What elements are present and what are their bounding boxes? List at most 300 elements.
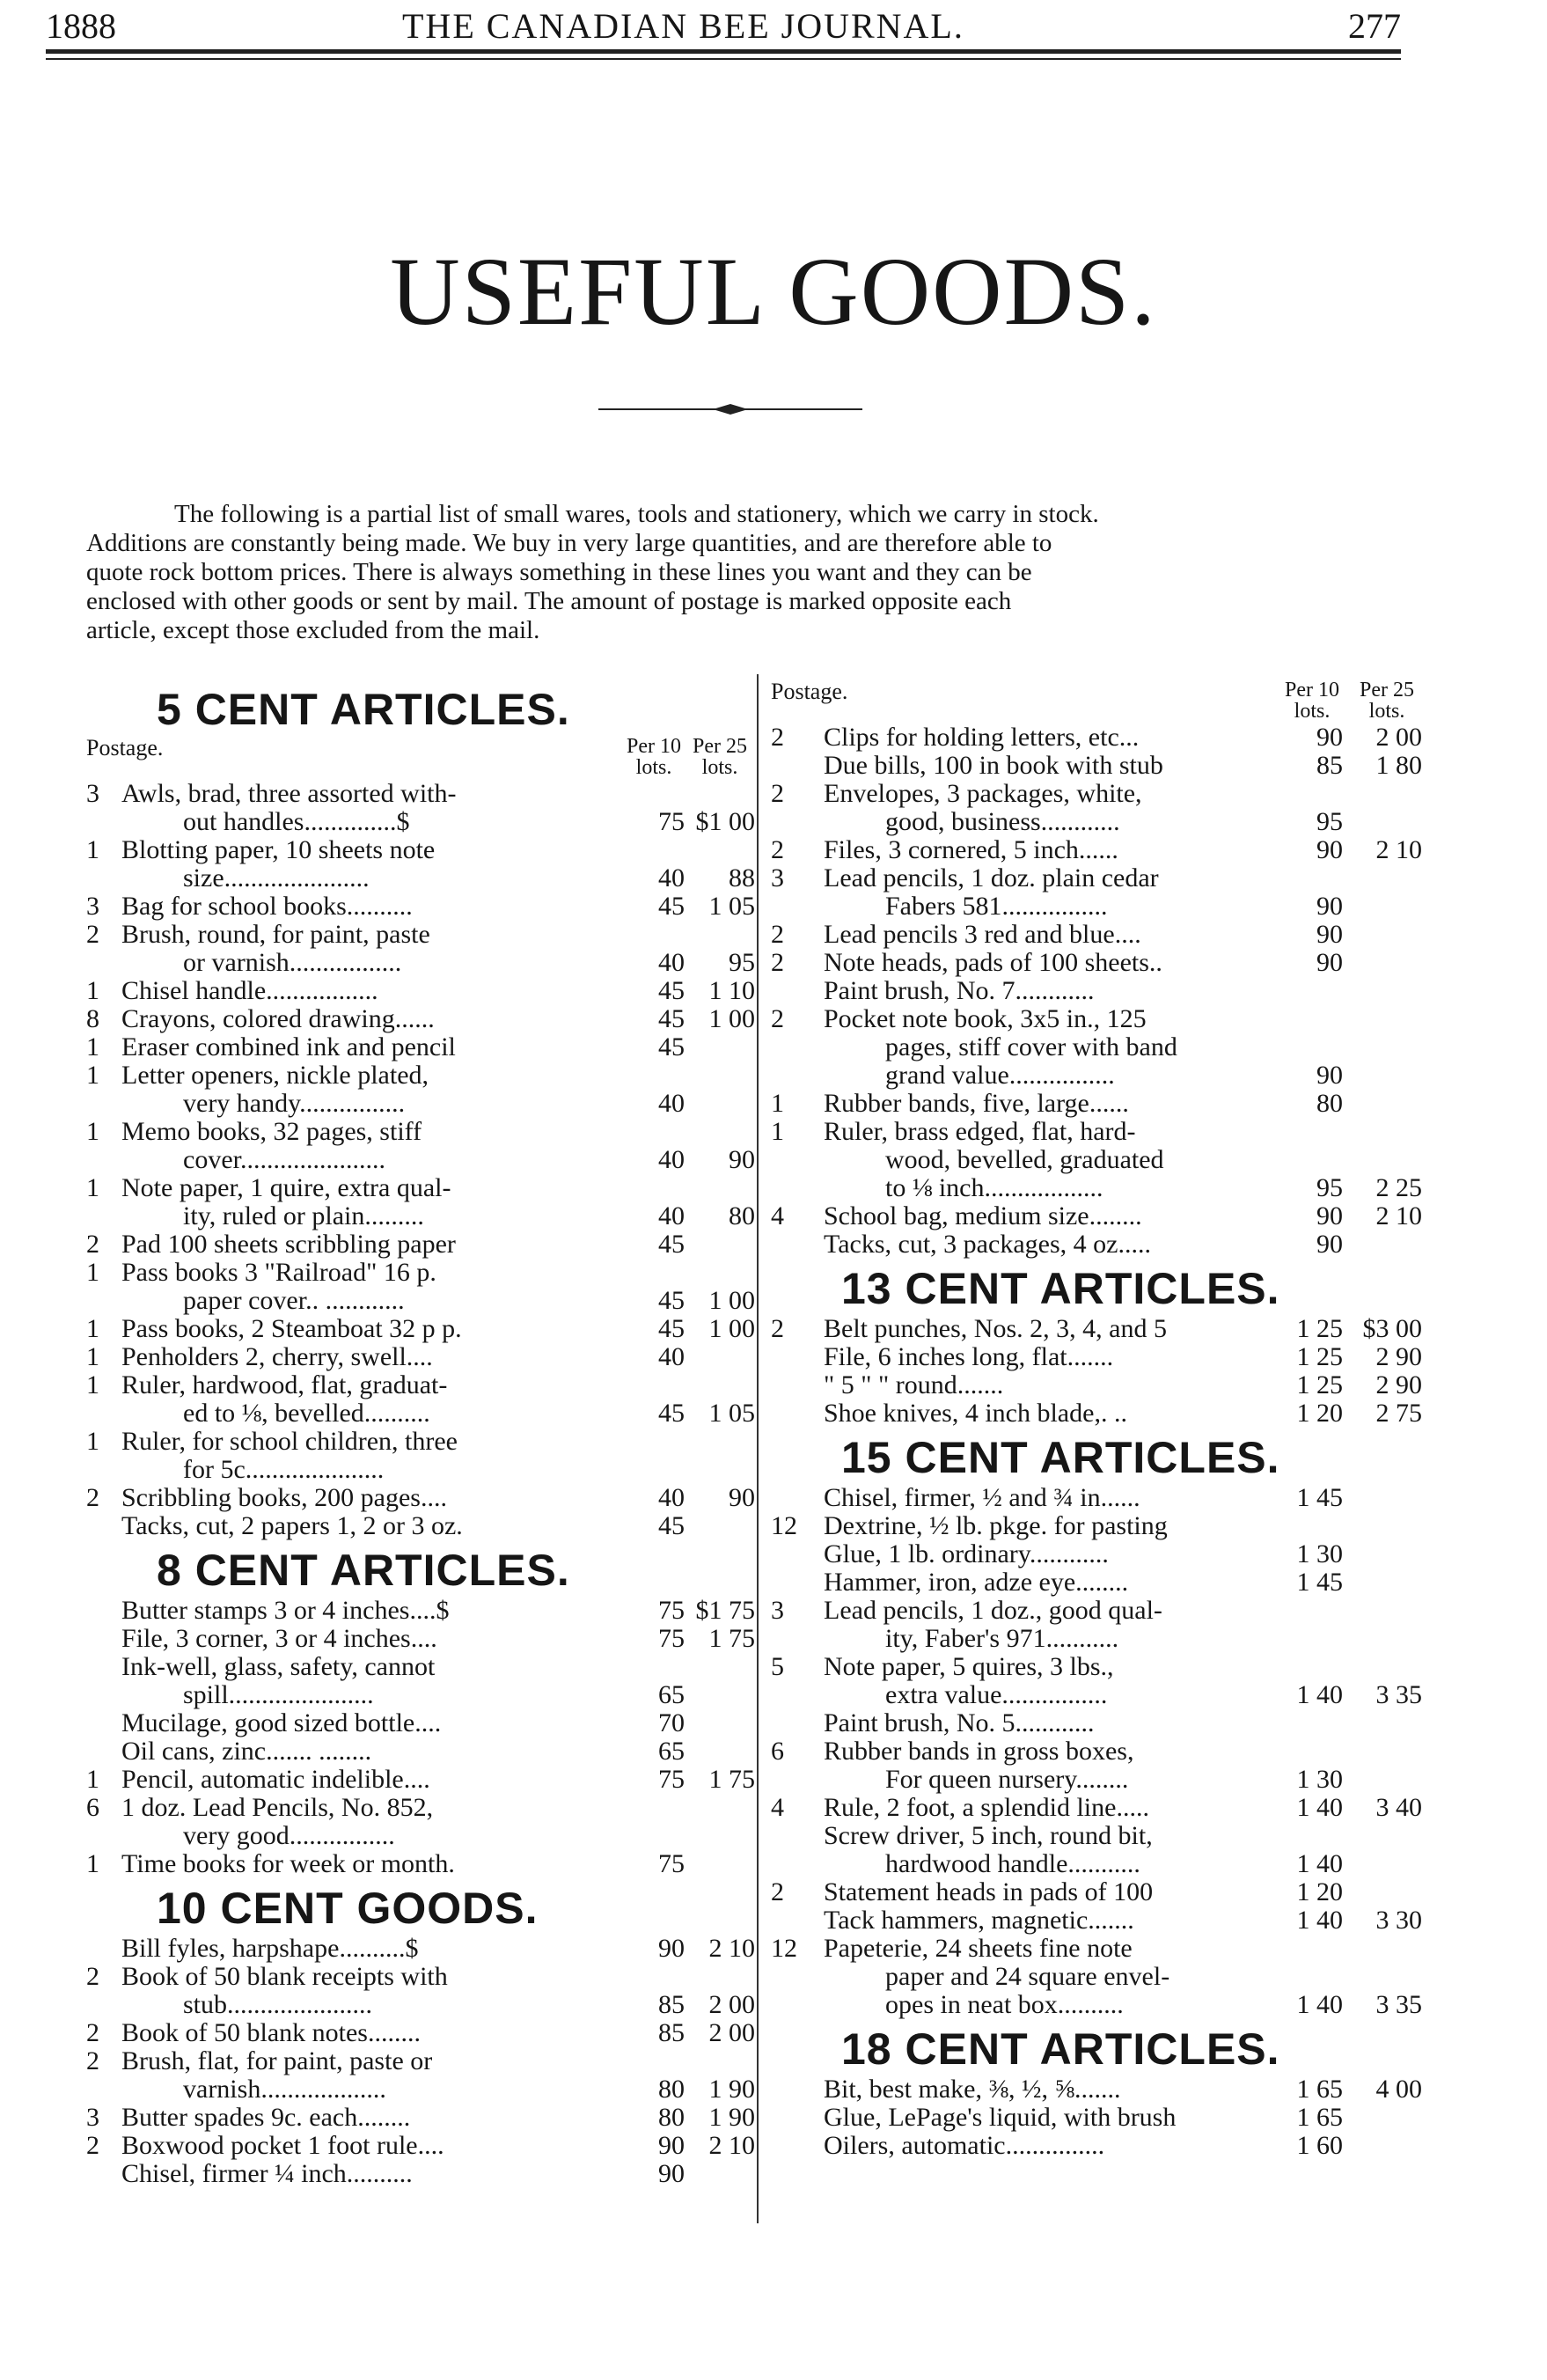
header-year: 1888 — [46, 6, 116, 46]
item-line: Penholders 2, cherry, swell.... — [121, 1342, 433, 1371]
item-line: Brush, flat, for paint, paste or — [121, 2046, 433, 2075]
item-description — [121, 1794, 755, 1850]
list-item — [771, 1794, 1422, 1822]
price-per-25: 95 — [729, 948, 755, 977]
list-item — [771, 2075, 1422, 2104]
item-line: " 5 " " round....... — [824, 1370, 1004, 1399]
list-item — [771, 1202, 1422, 1230]
price-per-10: 40 — [658, 1342, 685, 1371]
price-per-25: $1 75 — [695, 1596, 755, 1625]
price-per-10: 45 — [658, 1314, 685, 1343]
list-item — [771, 752, 1422, 780]
price-per-10: 1 25 — [1296, 1314, 1343, 1343]
item-line: Ruler, hardwood, flat, graduat- — [121, 1370, 448, 1399]
list-item — [771, 1230, 1422, 1259]
item-line: Tacks, cut, 3 packages, 4 oz..... — [824, 1230, 1151, 1259]
item-line: Eraser combined ink and pencil — [121, 1032, 456, 1061]
header-rule-thick — [46, 49, 1401, 54]
list-item — [86, 780, 755, 836]
price-per-25: 3 35 — [1375, 1990, 1422, 2019]
per10-header: Per 10 lots. — [1285, 679, 1339, 723]
section-eighteen-cent — [771, 2024, 1422, 2160]
price-per-10: 85 — [658, 2018, 685, 2047]
price-per-10: 1 20 — [1296, 1399, 1343, 1428]
price-per-10: 1 65 — [1296, 2075, 1343, 2104]
price-per-25: 1 05 — [708, 1399, 755, 1428]
price-per-10: 95 — [1316, 1173, 1343, 1202]
price-per-10: 65 — [658, 1680, 685, 1709]
item-line: Rule, 2 foot, a splendid line..... — [824, 1793, 1149, 1822]
price-per-10: 45 — [658, 1286, 685, 1315]
list-item — [86, 1343, 755, 1371]
price-per-25: 1 80 — [1375, 751, 1422, 780]
item-line: spill...................... — [183, 1680, 374, 1709]
item-line: Paint brush, No. 5............ — [824, 1708, 1095, 1737]
per25-header: Per 25 lots. — [693, 735, 747, 779]
item-line: very good................ — [183, 1821, 395, 1850]
price-per-25: 2 00 — [708, 1990, 755, 2019]
item-line: Book of 50 blank receipts with — [121, 1962, 448, 1991]
price-per-25: 2 10 — [1375, 835, 1422, 864]
price-per-10: 75 — [658, 1765, 685, 1794]
intro-line: article, except those excluded from the mail. — [86, 616, 540, 644]
price-per-10: 90 — [1316, 920, 1343, 949]
price-per-10: 90 — [1316, 948, 1343, 977]
list-item — [86, 1794, 755, 1850]
item-line: Blotting paper, 10 sheets note — [121, 835, 436, 864]
postage-amount: 1 — [86, 1342, 99, 1371]
page-number: 277 — [1348, 6, 1401, 46]
section-heading: 5 CENT ARTICLES. — [157, 685, 570, 734]
list-item — [771, 977, 1422, 1005]
list-item — [771, 1709, 1422, 1737]
price-per-10: 1 40 — [1296, 1849, 1343, 1878]
column-headers — [771, 679, 1422, 724]
list-item — [86, 1428, 755, 1484]
item-line: Oil cans, zinc....... ........ — [121, 1737, 372, 1766]
list-item — [86, 2047, 755, 2104]
postage-amount: 2 — [771, 948, 784, 977]
price-per-10: 75 — [658, 807, 685, 836]
price-per-25: 2 10 — [1375, 1201, 1422, 1230]
intro-paragraph — [86, 500, 1406, 645]
price-per-10: 40 — [658, 1201, 685, 1230]
postage-amount: 3 — [86, 892, 99, 921]
list-item — [771, 836, 1422, 864]
column-headers — [86, 736, 755, 780]
list-item — [86, 977, 755, 1005]
item-line: Pass books 3 "Railroad" 16 p. — [121, 1258, 436, 1287]
list-item — [771, 1484, 1422, 1512]
list-item — [771, 1090, 1422, 1118]
price-per-10: 75 — [658, 1596, 685, 1625]
section-five-cent — [86, 685, 755, 1540]
item-line: Tack hammers, magnetic....... — [824, 1906, 1134, 1935]
postage-amount: 1 — [86, 1314, 99, 1343]
item-line: size...................... — [183, 863, 370, 892]
price-per-10: 1 20 — [1296, 1877, 1343, 1906]
right-column — [771, 679, 1422, 2160]
price-per-25: 1 05 — [708, 892, 755, 921]
list-item — [86, 1625, 755, 1653]
price-per-10: 75 — [658, 1849, 685, 1878]
item-line: Ruler, for school children, three — [121, 1427, 458, 1456]
price-per-25: 1 90 — [708, 2103, 755, 2132]
list-item — [771, 949, 1422, 977]
postage-amount: 2 — [86, 1962, 99, 1991]
item-line: cover...................... — [183, 1145, 385, 1174]
item-line: Statement heads in pads of 100 — [824, 1877, 1154, 1906]
postage-amount: 2 — [771, 1877, 784, 1906]
list-item — [86, 1230, 755, 1259]
column-divider — [757, 674, 759, 2223]
item-line: Chisel, firmer ¼ inch.......... — [121, 2159, 413, 2188]
item-line: Pad 100 sheets scribbling paper — [121, 1230, 456, 1259]
price-per-10: 1 25 — [1296, 1342, 1343, 1371]
postage-label: Postage. — [771, 679, 848, 704]
item-line: Fabers 581................ — [885, 892, 1108, 921]
list-item — [771, 1399, 1422, 1428]
postage-amount: 6 — [86, 1793, 99, 1822]
section-ten-cent — [86, 1884, 755, 2188]
postage-amount: 2 — [771, 835, 784, 864]
postage-amount: 1 — [86, 835, 99, 864]
list-item — [771, 724, 1422, 752]
item-line: Letter openers, nickle plated, — [121, 1061, 429, 1090]
price-per-10: 75 — [658, 1624, 685, 1653]
item-line: Crayons, colored drawing...... — [121, 1004, 435, 1033]
price-per-10: 45 — [658, 892, 685, 921]
list-item — [86, 1737, 755, 1766]
list-item — [771, 2104, 1422, 2132]
item-line: Due bills, 100 in book with stub — [824, 751, 1163, 780]
price-per-25: $1 00 — [695, 807, 755, 836]
item-line: Ink-well, glass, safety, cannot — [121, 1652, 436, 1681]
price-per-10: 1 40 — [1296, 1680, 1343, 1709]
item-line: Note paper, 5 quires, 3 lbs., — [824, 1652, 1114, 1681]
item-line: Oilers, automatic............... — [824, 2131, 1105, 2160]
item-line: ity, Faber's 971........... — [885, 1624, 1119, 1653]
list-item — [86, 1371, 755, 1428]
price-per-10: 45 — [658, 1230, 685, 1259]
header-rule-thin — [46, 58, 1401, 60]
section-fifteen-cent — [771, 1433, 1422, 2019]
list-item — [771, 864, 1422, 921]
list-item — [771, 1906, 1422, 1935]
item-line: varnish................... — [183, 2075, 386, 2104]
price-per-10: 80 — [658, 2075, 685, 2104]
item-line: Screw driver, 5 inch, round bit, — [824, 1821, 1153, 1850]
item-line: Lead pencils 3 red and blue.... — [824, 920, 1141, 949]
price-per-10: 40 — [658, 863, 685, 892]
item-line: Time books for week or month. — [121, 1849, 455, 1878]
postage-amount: 2 — [86, 1230, 99, 1259]
list-item — [771, 1343, 1422, 1371]
item-line: Awls, brad, three assorted with- — [121, 779, 457, 808]
price-per-25: 1 75 — [708, 1765, 755, 1794]
list-item — [771, 1118, 1422, 1202]
item-line: extra value................ — [885, 1680, 1108, 1709]
per10-header: Per 10 lots. — [627, 735, 681, 779]
item-line: Boxwood pocket 1 foot rule.... — [121, 2131, 444, 2160]
list-item — [86, 1850, 755, 1878]
price-per-25: 1 00 — [708, 1004, 755, 1033]
running-header — [46, 5, 1401, 49]
price-per-10: 85 — [1316, 751, 1343, 780]
item-line: ity, ruled or plain......... — [183, 1201, 424, 1230]
item-line: Brush, round, for paint, paste — [121, 920, 430, 949]
list-item — [771, 1540, 1422, 1568]
section-heading: 8 CENT ARTICLES. — [157, 1546, 570, 1595]
item-line: Ruler, brass edged, flat, hard- — [824, 1117, 1136, 1146]
list-item — [771, 1878, 1422, 1906]
list-item — [771, 1315, 1422, 1343]
per25-header: Per 25 lots. — [1360, 679, 1414, 723]
section-heading: 18 CENT ARTICLES. — [841, 2024, 1280, 2074]
list-item — [86, 1597, 755, 1625]
list-item — [86, 1709, 755, 1737]
postage-amount: 1 — [86, 1258, 99, 1287]
item-line: out handles..............$ — [183, 807, 410, 836]
price-per-10: 90 — [1316, 892, 1343, 921]
list-item — [771, 2132, 1422, 2160]
postage-amount: 2 — [86, 2131, 99, 2160]
price-per-10: 90 — [1316, 1201, 1343, 1230]
item-line: for 5c..................... — [183, 1455, 385, 1484]
list-item — [86, 836, 755, 892]
postage-amount: 2 — [86, 920, 99, 949]
price-per-25: 88 — [729, 863, 755, 892]
list-item — [771, 1512, 1422, 1540]
price-per-10: 1 30 — [1296, 1539, 1343, 1568]
item-line: Note paper, 1 quire, extra qual- — [121, 1173, 451, 1202]
list-item — [771, 1653, 1422, 1709]
list-item — [86, 1484, 755, 1512]
price-per-10: 90 — [1316, 835, 1343, 864]
price-per-25: 1 75 — [708, 1624, 755, 1653]
item-line: File, 6 inches long, flat....... — [824, 1342, 1114, 1371]
item-line: Chisel handle................. — [121, 976, 378, 1005]
price-per-10: 1 65 — [1296, 2103, 1343, 2132]
list-item — [86, 1935, 755, 1963]
list-item — [771, 1371, 1422, 1399]
page-title: USEFUL GOODS. — [390, 238, 1157, 345]
item-line: or varnish................. — [183, 948, 402, 977]
price-per-10: 40 — [658, 1145, 685, 1174]
item-line: opes in neat box.......... — [885, 1990, 1124, 2019]
item-line: good, business............ — [885, 807, 1120, 836]
item-line: paper cover.. ............ — [183, 1286, 405, 1315]
list-item — [86, 1118, 755, 1174]
postage-amount: 1 — [771, 1117, 784, 1146]
price-per-10: 45 — [658, 1032, 685, 1061]
price-per-10: 90 — [1316, 1230, 1343, 1259]
postage-amount: 5 — [771, 1652, 784, 1681]
item-line: Mucilage, good sized bottle.... — [121, 1708, 442, 1737]
price-per-25: 80 — [729, 1201, 755, 1230]
item-line: paper and 24 square envel- — [885, 1962, 1170, 1991]
price-per-10: 1 60 — [1296, 2131, 1343, 2160]
item-line: Bill fyles, harpshape..........$ — [121, 1934, 419, 1963]
price-per-10: 1 40 — [1296, 1906, 1343, 1935]
list-item — [86, 2104, 755, 2132]
section-thirteen-cent — [771, 1264, 1422, 1428]
item-description — [824, 1709, 1422, 1737]
section-eight-cent — [86, 1546, 755, 1878]
item-description — [824, 1597, 1422, 1653]
item-description — [824, 1512, 1422, 1540]
item-line: Hammer, iron, adze eye........ — [824, 1568, 1129, 1597]
price-per-25: 1 90 — [708, 2075, 755, 2104]
item-line: For queen nursery........ — [885, 1765, 1129, 1794]
intro-line: enclosed with other goods or sent by mail. The amount of postage is marked opposite each — [86, 587, 1012, 615]
list-item — [86, 2019, 755, 2047]
item-line: 1 doz. Lead Pencils, No. 852, — [121, 1793, 434, 1822]
item-line: Scribbling books, 200 pages.... — [121, 1483, 447, 1512]
price-per-25: 4 00 — [1375, 2075, 1422, 2104]
price-per-25: 3 30 — [1375, 1906, 1422, 1935]
list-item — [86, 921, 755, 977]
intro-line: The following is a partial list of small wares, tools and stationery, which we carry in stock. — [174, 500, 1099, 528]
postage-label: Postage. — [86, 735, 164, 760]
left-column — [86, 679, 755, 2188]
price-per-10: 1 25 — [1296, 1370, 1343, 1399]
postage-amount: 3 — [771, 863, 784, 892]
price-per-25: $3 00 — [1362, 1314, 1422, 1343]
section-heading: 10 CENT GOODS. — [157, 1884, 539, 1933]
postage-amount: 4 — [771, 1793, 784, 1822]
list-item — [771, 1005, 1422, 1090]
list-item — [86, 1653, 755, 1709]
price-per-10: 95 — [1316, 807, 1343, 836]
price-per-10: 90 — [1316, 1061, 1343, 1090]
postage-amount: 2 — [771, 723, 784, 752]
price-per-25: 1 00 — [708, 1286, 755, 1315]
price-per-25: 2 90 — [1375, 1370, 1422, 1399]
item-line: Pencil, automatic indelible.... — [121, 1765, 430, 1794]
price-per-25: 2 25 — [1375, 1173, 1422, 1202]
item-line: Rubber bands, five, large...... — [824, 1089, 1129, 1118]
item-line: Pocket note book, 3x5 in., 125 — [824, 1004, 1147, 1033]
list-item — [771, 1597, 1422, 1653]
item-line: Bit, best make, ⅜, ½, ⅝....... — [824, 2075, 1121, 2104]
price-per-10: 90 — [658, 2131, 685, 2160]
price-per-10: 1 45 — [1296, 1483, 1343, 1512]
price-per-25: 2 10 — [708, 1934, 755, 1963]
price-per-10: 1 30 — [1296, 1765, 1343, 1794]
item-line: Glue, 1 lb. ordinary............ — [824, 1539, 1109, 1568]
postage-amount: 3 — [86, 2103, 99, 2132]
postage-amount: 1 — [86, 1849, 99, 1878]
item-line: wood, bevelled, graduated — [885, 1145, 1164, 1174]
postage-amount: 6 — [771, 1737, 784, 1766]
item-line: ed to ⅛, bevelled.......... — [183, 1399, 430, 1428]
section-continued — [771, 679, 1422, 1259]
postage-amount: 1 — [86, 1427, 99, 1456]
price-per-10: 80 — [1316, 1089, 1343, 1118]
price-per-10: 90 — [658, 2159, 685, 2188]
list-item — [771, 1568, 1422, 1597]
item-line: Belt punches, Nos. 2, 3, 4, and 5 — [824, 1314, 1167, 1343]
postage-amount: 2 — [771, 1314, 784, 1343]
postage-amount: 3 — [771, 1596, 784, 1625]
postage-amount: 2 — [771, 779, 784, 808]
price-per-10: 45 — [658, 976, 685, 1005]
item-line: hardwood handle........... — [885, 1849, 1140, 1878]
price-per-10: 65 — [658, 1737, 685, 1766]
list-item — [86, 1174, 755, 1230]
postage-amount: 1 — [86, 1061, 99, 1090]
price-per-25: 2 90 — [1375, 1342, 1422, 1371]
price-per-25: 3 35 — [1375, 1680, 1422, 1709]
item-line: Envelopes, 3 packages, white, — [824, 779, 1142, 808]
postage-amount: 4 — [771, 1201, 784, 1230]
postage-amount: 1 — [771, 1089, 784, 1118]
item-line: pages, stiff cover with band — [885, 1032, 1177, 1061]
item-line: Lead pencils, 1 doz., good qual- — [824, 1596, 1162, 1625]
postage-amount: 12 — [771, 1934, 797, 1963]
price-per-25: 3 40 — [1375, 1793, 1422, 1822]
price-per-10: 45 — [658, 1399, 685, 1428]
section-heading: 15 CENT ARTICLES. — [841, 1433, 1280, 1482]
postage-amount: 1 — [86, 1032, 99, 1061]
price-per-25: 1 10 — [708, 976, 755, 1005]
postage-amount: 1 — [86, 1765, 99, 1794]
list-item — [771, 1737, 1422, 1794]
item-line: File, 3 corner, 3 or 4 inches.... — [121, 1624, 437, 1653]
postage-amount: 2 — [86, 2018, 99, 2047]
price-per-10: 90 — [1316, 723, 1343, 752]
list-item — [86, 2132, 755, 2160]
postage-amount: 3 — [86, 779, 99, 808]
list-item — [86, 1033, 755, 1061]
journal-title: THE CANADIAN BEE JOURNAL. — [402, 6, 964, 46]
list-item — [86, 1315, 755, 1343]
item-line: Tacks, cut, 2 papers 1, 2 or 3 oz. — [121, 1511, 463, 1540]
price-per-10: 40 — [658, 1089, 685, 1118]
item-line: Chisel, firmer, ½ and ¾ in...... — [824, 1483, 1140, 1512]
price-per-10: 1 45 — [1296, 1568, 1343, 1597]
item-line: Bag for school books.......... — [121, 892, 413, 921]
postage-amount: 2 — [86, 1483, 99, 1512]
item-line: very handy................ — [183, 1089, 406, 1118]
postage-amount: 2 — [86, 2046, 99, 2075]
item-line: Note heads, pads of 100 sheets.. — [824, 948, 1162, 977]
price-per-25: 90 — [729, 1483, 755, 1512]
list-item — [86, 1259, 755, 1315]
item-line: Clips for holding letters, etc... — [824, 723, 1140, 752]
item-line: Lead pencils, 1 doz. plain cedar — [824, 863, 1159, 892]
list-item — [771, 780, 1422, 836]
item-line: stub...................... — [183, 1990, 373, 2019]
price-per-10: 45 — [658, 1004, 685, 1033]
list-item — [771, 1935, 1422, 2019]
postage-amount: 8 — [86, 1004, 99, 1033]
price-per-10: 80 — [658, 2103, 685, 2132]
price-per-10: 70 — [658, 1708, 685, 1737]
price-per-25: 90 — [729, 1145, 755, 1174]
list-item — [86, 1061, 755, 1118]
item-line: Paint brush, No. 7............ — [824, 976, 1095, 1005]
list-item — [86, 1766, 755, 1794]
postage-amount: 1 — [86, 1370, 99, 1399]
price-per-25: 2 00 — [1375, 723, 1422, 752]
intro-line: quote rock bottom prices. There is always something in these lines you want and they can be — [86, 558, 1032, 586]
item-description — [121, 1428, 755, 1484]
postage-amount: 12 — [771, 1511, 797, 1540]
item-line: Papeterie, 24 sheets fine note — [824, 1934, 1133, 1963]
price-per-10: 40 — [658, 948, 685, 977]
